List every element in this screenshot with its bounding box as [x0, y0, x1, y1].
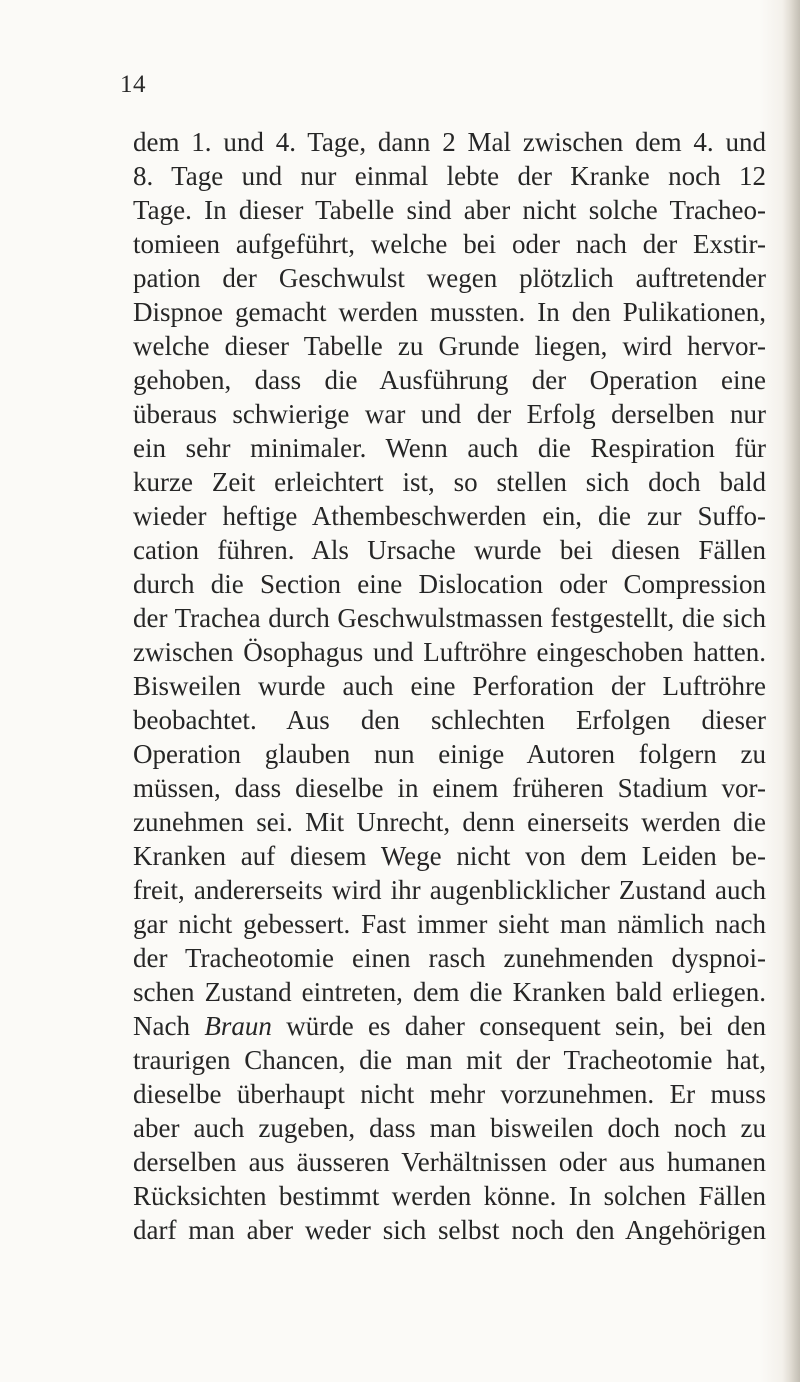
text-line: Bisweilen wurde auch eine Perforation der Luftröhre — [133, 671, 766, 701]
text-line: aber auch zugeben, dass man bisweilen doch noch zu — [133, 1113, 766, 1143]
text-line — [133, 1009, 766, 1043]
text-line: gar nicht gebessert. Fast immer sieht man nämlich nach — [133, 909, 766, 939]
text-line: welche dieser Tabelle zu Grunde liegen, wird hervor- — [133, 331, 766, 361]
page-edge-shadow — [782, 0, 800, 1382]
text-line: 8. Tage und nur einmal lebte der Kranke noch 12 — [133, 161, 766, 191]
text-line: der Tracheotomie einen rasch zunehmenden dyspnoi- — [133, 943, 766, 973]
text-line: Operation glauben nun einige Autoren folgern zu — [133, 739, 766, 769]
text-line: derselben aus äusseren Verhältnissen oder aus humanen — [133, 1147, 766, 1177]
text-line: müssen, dass dieselbe in einem früheren Stadium vor- — [133, 773, 766, 803]
text-line: traurigen Chancen, die man mit der Tracheotomie hat, — [133, 1045, 766, 1075]
text-line: kurze Zeit erleichtert ist, so stellen sich doch bald — [133, 467, 766, 497]
text-line: schen Zustand eintreten, dem die Kranken bald erliegen. — [133, 977, 766, 1007]
text-line: Dispnoe gemacht werden mussten. In den Pulikationen, — [133, 297, 766, 327]
text-line-suffix: würde es daher consequent sein, bei den — [271, 1011, 766, 1041]
text-line: ein sehr minimaler. Wenn auch die Respiration für — [133, 433, 766, 463]
text-line: darf man aber weder sich selbst noch den Angehörigen — [133, 1215, 766, 1245]
text-line: Rücksichten bestimmt werden könne. In solchen Fällen — [133, 1181, 766, 1211]
text-line: der Trachea durch Geschwulstmassen festgestellt, die sich — [133, 603, 766, 633]
text-line-prefix: Nach — [133, 1011, 205, 1041]
body-text — [133, 125, 766, 1247]
text-line: cation führen. Als Ursache wurde bei diesen Fällen — [133, 535, 766, 565]
text-line: zunehmen sei. Mit Unrecht, denn einerseits werden die — [133, 807, 766, 837]
text-line: freit, andererseits wird ihr augenblicklicher Zustand auch — [133, 875, 766, 905]
page-number: 14 — [120, 71, 146, 98]
text-line: wieder heftige Athembeschwerden ein, die zur Suffo- — [133, 501, 766, 531]
text-line: pation der Geschwulst wegen plötzlich auftretender — [133, 263, 766, 293]
text-line: gehoben, dass die Ausführung der Operation eine — [133, 365, 766, 395]
text-line: Tage. In dieser Tabelle sind aber nicht solche Tracheo- — [133, 195, 766, 225]
text-line: zwischen Ösophagus und Luftröhre eingeschoben hatten. — [133, 637, 766, 667]
text-line: beobachtet. Aus den schlechten Erfolgen dieser — [133, 705, 766, 735]
text-line: Kranken auf diesem Wege nicht von dem Leiden be- — [133, 841, 766, 871]
text-line: tomieen aufgeführt, welche bei oder nach der Exstir- — [133, 229, 766, 259]
text-line: dieselbe überhaupt nicht mehr vorzunehmen. Er muss — [133, 1079, 766, 1109]
text-line: überaus schwierige war und der Erfolg derselben nur — [133, 399, 766, 429]
author-name-braun: Braun — [204, 1011, 272, 1041]
text-line: dem 1. und 4. Tage, dann 2 Mal zwischen dem 4. und — [133, 127, 766, 157]
text-line: durch die Section eine Dislocation oder Compression — [133, 569, 766, 599]
